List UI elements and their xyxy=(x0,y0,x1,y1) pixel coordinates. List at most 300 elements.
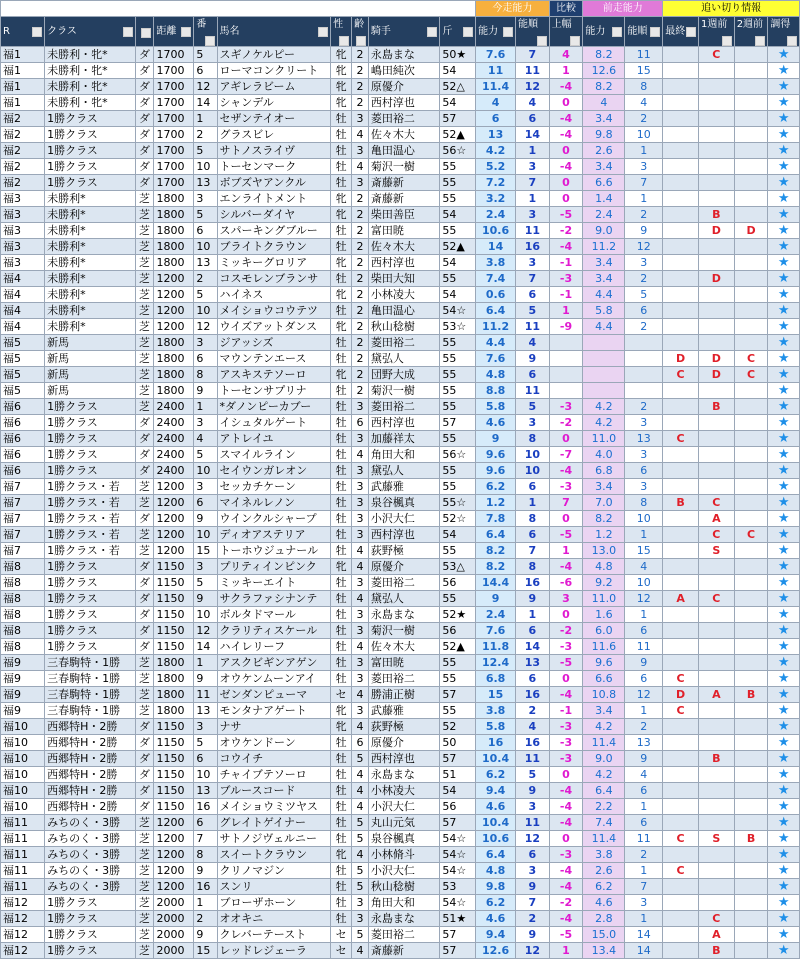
sex-cell[interactable]: 牡 xyxy=(331,879,352,895)
column-header[interactable] xyxy=(1,17,45,47)
class-cell[interactable]: 1勝クラス xyxy=(45,415,135,431)
jockey-cell[interactable]: 菱田裕二 xyxy=(368,399,439,415)
horse-name-cell[interactable]: スンリ xyxy=(217,879,331,895)
prev-rating-cell[interactable]: 3.4 xyxy=(583,111,625,127)
prev-rating-cell[interactable]: 4.2 xyxy=(583,399,625,415)
jockey-cell[interactable]: 亀田温心 xyxy=(368,303,439,319)
class-cell[interactable]: 未勝利・牝* xyxy=(45,79,135,95)
workout-score-cell[interactable]: ★ xyxy=(768,527,800,543)
prev-rating-cell[interactable]: 2.4 xyxy=(583,207,625,223)
distance-cell[interactable]: 1150 xyxy=(154,591,194,607)
age-cell[interactable]: 3 xyxy=(352,143,369,159)
jockey-cell[interactable]: 西村淳也 xyxy=(368,95,439,111)
age-cell[interactable]: 6 xyxy=(352,735,369,751)
prev-rating-cell[interactable]: 2.8 xyxy=(583,911,625,927)
distance-cell[interactable]: 2400 xyxy=(154,399,194,415)
jockey-cell[interactable]: 菱田裕二 xyxy=(368,671,439,687)
surface-cell[interactable]: 芝 xyxy=(135,927,154,943)
workout-2w-cell[interactable] xyxy=(734,383,768,399)
workout-1w-cell[interactable] xyxy=(698,79,734,95)
horse-name-cell[interactable]: クレバーテースト xyxy=(217,927,331,943)
workout-score-cell[interactable]: ★ xyxy=(768,767,800,783)
sex-cell[interactable]: 牝 xyxy=(331,191,352,207)
weight-cell[interactable]: 53△ xyxy=(440,559,476,575)
weight-cell[interactable]: 56 xyxy=(440,575,476,591)
race-cell[interactable]: 福10 xyxy=(1,799,45,815)
rating-cell[interactable]: 3.8 xyxy=(476,255,516,271)
number-cell[interactable]: 6 xyxy=(194,751,217,767)
number-cell[interactable]: 12 xyxy=(194,79,217,95)
weight-cell[interactable]: 54 xyxy=(440,255,476,271)
number-cell[interactable]: 15 xyxy=(194,943,217,959)
final-workout-cell[interactable]: C xyxy=(663,431,699,447)
workout-1w-cell[interactable] xyxy=(698,735,734,751)
surface-cell[interactable]: 芝 xyxy=(135,367,154,383)
filter-dropdown-icon[interactable] xyxy=(181,27,191,37)
horse-name-cell[interactable]: メイショウミツヤス xyxy=(217,799,331,815)
rating-cell[interactable]: 5.8 xyxy=(476,719,516,735)
workout-1w-cell[interactable] xyxy=(698,559,734,575)
jockey-cell[interactable]: 永島まな xyxy=(368,767,439,783)
horse-name-cell[interactable]: モンタナアゲート xyxy=(217,703,331,719)
workout-score-cell[interactable]: ★ xyxy=(768,95,800,111)
class-cell[interactable]: 未勝利* xyxy=(45,287,135,303)
rating-cell[interactable]: 1.2 xyxy=(476,495,516,511)
surface-cell[interactable]: ダ xyxy=(135,623,154,639)
distance-cell[interactable]: 1150 xyxy=(154,719,194,735)
workout-2w-cell[interactable] xyxy=(734,799,768,815)
rating-diff-cell[interactable]: -3 xyxy=(549,271,583,287)
rating-diff-cell[interactable]: -5 xyxy=(549,927,583,943)
age-cell[interactable]: 3 xyxy=(352,479,369,495)
prev-rating-cell[interactable]: 9.0 xyxy=(583,751,625,767)
age-cell[interactable]: 4 xyxy=(352,591,369,607)
workout-score-cell[interactable]: ★ xyxy=(768,207,800,223)
distance-cell[interactable]: 1200 xyxy=(154,287,194,303)
jockey-cell[interactable]: 武藤雅 xyxy=(368,479,439,495)
horse-name-cell[interactable]: コウイチ xyxy=(217,751,331,767)
workout-2w-cell[interactable] xyxy=(734,735,768,751)
age-cell[interactable]: 3 xyxy=(352,655,369,671)
distance-cell[interactable]: 1150 xyxy=(154,735,194,751)
workout-score-cell[interactable]: ★ xyxy=(768,447,800,463)
weight-cell[interactable]: 52★ xyxy=(440,607,476,623)
surface-cell[interactable]: ダ xyxy=(135,575,154,591)
race-cell[interactable]: 福4 xyxy=(1,287,45,303)
final-workout-cell[interactable] xyxy=(663,639,699,655)
weight-cell[interactable]: 52▲ xyxy=(440,239,476,255)
horse-name-cell[interactable]: ウイズアットダンス xyxy=(217,319,331,335)
distance-cell[interactable]: 1800 xyxy=(154,351,194,367)
race-cell[interactable]: 福7 xyxy=(1,543,45,559)
surface-cell[interactable]: 芝 xyxy=(135,287,154,303)
workout-score-cell[interactable]: ★ xyxy=(768,399,800,415)
prev-rating-cell[interactable]: 4.0 xyxy=(583,447,625,463)
surface-cell[interactable]: ダ xyxy=(135,431,154,447)
final-workout-cell[interactable]: B xyxy=(663,495,699,511)
class-cell[interactable]: 1勝クラス xyxy=(45,591,135,607)
race-cell[interactable]: 福9 xyxy=(1,703,45,719)
race-cell[interactable]: 福7 xyxy=(1,511,45,527)
final-workout-cell[interactable] xyxy=(663,655,699,671)
workout-score-cell[interactable]: ★ xyxy=(768,847,800,863)
rating-diff-cell[interactable]: -4 xyxy=(549,687,583,703)
horse-name-cell[interactable]: サトノスライヴ xyxy=(217,143,331,159)
sex-cell[interactable]: 牡 xyxy=(331,543,352,559)
rating-cell[interactable]: 6.4 xyxy=(476,847,516,863)
horse-name-cell[interactable]: オウケンドーン xyxy=(217,735,331,751)
rating-cell[interactable]: 7.8 xyxy=(476,511,516,527)
prev-rating-cell[interactable]: 6.6 xyxy=(583,175,625,191)
rating-cell[interactable]: 12.6 xyxy=(476,943,516,959)
workout-2w-cell[interactable] xyxy=(734,399,768,415)
number-cell[interactable]: 5 xyxy=(194,735,217,751)
number-cell[interactable]: 10 xyxy=(194,303,217,319)
rating-rank-cell[interactable]: 6 xyxy=(516,847,550,863)
jockey-cell[interactable]: 菱田裕二 xyxy=(368,927,439,943)
workout-score-cell[interactable]: ★ xyxy=(768,127,800,143)
workout-score-cell[interactable]: ★ xyxy=(768,575,800,591)
class-cell[interactable]: 新馬 xyxy=(45,383,135,399)
workout-score-cell[interactable]: ★ xyxy=(768,431,800,447)
jockey-cell[interactable]: 小林凌大 xyxy=(368,287,439,303)
number-cell[interactable]: 13 xyxy=(194,783,217,799)
horse-name-cell[interactable]: レッドレジェーラ xyxy=(217,943,331,959)
horse-name-cell[interactable]: ブルースコード xyxy=(217,783,331,799)
workout-score-cell[interactable]: ★ xyxy=(768,927,800,943)
prev-rating-cell[interactable] xyxy=(583,367,625,383)
workout-1w-cell[interactable] xyxy=(698,863,734,879)
weight-cell[interactable]: 51★ xyxy=(440,911,476,927)
workout-2w-cell[interactable] xyxy=(734,911,768,927)
horse-name-cell[interactable]: アスキステソーロ xyxy=(217,367,331,383)
surface-cell[interactable]: ダ xyxy=(135,415,154,431)
rating-cell[interactable]: 7.6 xyxy=(476,623,516,639)
final-workout-cell[interactable] xyxy=(663,95,699,111)
jockey-cell[interactable]: 泉谷楓真 xyxy=(368,495,439,511)
rating-cell[interactable]: 4 xyxy=(476,95,516,111)
final-workout-cell[interactable] xyxy=(663,47,699,63)
workout-2w-cell[interactable] xyxy=(734,495,768,511)
workout-1w-cell[interactable]: A xyxy=(698,687,734,703)
workout-2w-cell[interactable] xyxy=(734,287,768,303)
final-workout-cell[interactable] xyxy=(663,63,699,79)
rating-cell[interactable]: 6.8 xyxy=(476,671,516,687)
weight-cell[interactable]: 50★ xyxy=(440,47,476,63)
workout-2w-cell[interactable] xyxy=(734,111,768,127)
distance-cell[interactable]: 1800 xyxy=(154,655,194,671)
final-workout-cell[interactable] xyxy=(663,239,699,255)
rating-cell[interactable]: 9 xyxy=(476,591,516,607)
workout-2w-cell[interactable] xyxy=(734,335,768,351)
prev-rank-cell[interactable]: 3 xyxy=(625,895,663,911)
column-header[interactable] xyxy=(734,17,768,47)
distance-cell[interactable]: 1200 xyxy=(154,543,194,559)
number-cell[interactable]: 1 xyxy=(194,655,217,671)
rating-cell[interactable]: 8.2 xyxy=(476,543,516,559)
weight-cell[interactable]: 56 xyxy=(440,799,476,815)
prev-rank-cell[interactable]: 7 xyxy=(625,175,663,191)
rating-rank-cell[interactable]: 7 xyxy=(516,543,550,559)
prev-rank-cell[interactable]: 9 xyxy=(625,223,663,239)
weight-cell[interactable]: 56 xyxy=(440,623,476,639)
number-cell[interactable]: 16 xyxy=(194,799,217,815)
rating-diff-cell[interactable]: 0 xyxy=(549,431,583,447)
surface-cell[interactable]: ダ xyxy=(135,751,154,767)
sex-cell[interactable]: 牡 xyxy=(331,607,352,623)
jockey-cell[interactable]: 原優介 xyxy=(368,79,439,95)
rating-cell[interactable]: 9.8 xyxy=(476,879,516,895)
workout-1w-cell[interactable] xyxy=(698,447,734,463)
class-cell[interactable]: 1勝クラス xyxy=(45,895,135,911)
surface-cell[interactable]: ダ xyxy=(135,559,154,575)
workout-score-cell[interactable]: ★ xyxy=(768,719,800,735)
prev-rank-cell[interactable]: 7 xyxy=(625,879,663,895)
class-cell[interactable]: 1勝クラス xyxy=(45,111,135,127)
filter-dropdown-icon[interactable] xyxy=(612,27,622,37)
distance-cell[interactable]: 1800 xyxy=(154,191,194,207)
number-cell[interactable]: 10 xyxy=(194,767,217,783)
race-cell[interactable]: 福10 xyxy=(1,735,45,751)
rating-diff-cell[interactable]: -4 xyxy=(549,127,583,143)
number-cell[interactable]: 3 xyxy=(194,415,217,431)
prev-rating-cell[interactable]: 7.0 xyxy=(583,495,625,511)
number-cell[interactable]: 12 xyxy=(194,319,217,335)
distance-cell[interactable]: 1200 xyxy=(154,863,194,879)
distance-cell[interactable]: 1200 xyxy=(154,847,194,863)
class-cell[interactable]: 未勝利* xyxy=(45,319,135,335)
prev-rating-cell[interactable] xyxy=(583,383,625,399)
surface-cell[interactable]: 芝 xyxy=(135,495,154,511)
distance-cell[interactable]: 1200 xyxy=(154,815,194,831)
rating-rank-cell[interactable]: 9 xyxy=(516,351,550,367)
horse-name-cell[interactable]: ハイネス xyxy=(217,287,331,303)
rating-diff-cell[interactable]: 3 xyxy=(549,591,583,607)
prev-rank-cell[interactable]: 6 xyxy=(625,783,663,799)
surface-cell[interactable]: ダ xyxy=(135,63,154,79)
column-header[interactable] xyxy=(352,17,369,47)
column-header[interactable] xyxy=(516,17,550,47)
rating-rank-cell[interactable]: 4 xyxy=(516,95,550,111)
prev-rank-cell[interactable]: 1 xyxy=(625,191,663,207)
race-cell[interactable]: 福6 xyxy=(1,431,45,447)
prev-rating-cell[interactable]: 11.6 xyxy=(583,639,625,655)
distance-cell[interactable]: 1200 xyxy=(154,479,194,495)
final-workout-cell[interactable] xyxy=(663,719,699,735)
workout-1w-cell[interactable] xyxy=(698,143,734,159)
weight-cell[interactable]: 55 xyxy=(440,191,476,207)
weight-cell[interactable]: 55 xyxy=(440,431,476,447)
rating-diff-cell[interactable]: -1 xyxy=(549,255,583,271)
sex-cell[interactable]: 牝 xyxy=(331,63,352,79)
weight-cell[interactable]: 52☆ xyxy=(440,511,476,527)
jockey-cell[interactable]: 勝浦正樹 xyxy=(368,687,439,703)
prev-rating-cell[interactable]: 3.4 xyxy=(583,255,625,271)
distance-cell[interactable]: 1200 xyxy=(154,303,194,319)
prev-rating-cell[interactable]: 1.6 xyxy=(583,607,625,623)
final-workout-cell[interactable] xyxy=(663,159,699,175)
final-workout-cell[interactable] xyxy=(663,927,699,943)
column-header[interactable] xyxy=(217,17,331,47)
age-cell[interactable]: 2 xyxy=(352,47,369,63)
age-cell[interactable]: 2 xyxy=(352,63,369,79)
race-cell[interactable]: 福11 xyxy=(1,815,45,831)
prev-rating-cell[interactable]: 11.0 xyxy=(583,431,625,447)
jockey-cell[interactable]: 角田大和 xyxy=(368,895,439,911)
prev-rating-cell[interactable]: 5.8 xyxy=(583,303,625,319)
workout-2w-cell[interactable] xyxy=(734,255,768,271)
rating-cell[interactable]: 14 xyxy=(476,239,516,255)
rating-cell[interactable]: 9.6 xyxy=(476,447,516,463)
age-cell[interactable]: 5 xyxy=(352,927,369,943)
rating-rank-cell[interactable]: 7 xyxy=(516,271,550,287)
race-cell[interactable]: 福6 xyxy=(1,415,45,431)
workout-1w-cell[interactable] xyxy=(698,63,734,79)
class-cell[interactable]: 1勝クラス xyxy=(45,943,135,959)
class-cell[interactable]: 1勝クラス xyxy=(45,399,135,415)
filter-dropdown-icon[interactable] xyxy=(205,36,215,46)
prev-rank-cell[interactable]: 14 xyxy=(625,927,663,943)
horse-name-cell[interactable]: ボルタドマール xyxy=(217,607,331,623)
age-cell[interactable]: 3 xyxy=(352,527,369,543)
prev-rating-cell[interactable]: 6.2 xyxy=(583,879,625,895)
workout-2w-cell[interactable] xyxy=(734,591,768,607)
rating-rank-cell[interactable]: 3 xyxy=(516,415,550,431)
weight-cell[interactable]: 55 xyxy=(440,479,476,495)
rating-rank-cell[interactable]: 14 xyxy=(516,127,550,143)
surface-cell[interactable]: 芝 xyxy=(135,847,154,863)
class-cell[interactable]: 1勝クラス・若 xyxy=(45,479,135,495)
filter-dropdown-icon[interactable] xyxy=(141,28,151,38)
workout-2w-cell[interactable] xyxy=(734,623,768,639)
rating-cell[interactable]: 10.4 xyxy=(476,751,516,767)
sex-cell[interactable]: 牡 xyxy=(331,831,352,847)
surface-cell[interactable]: ダ xyxy=(135,735,154,751)
rating-rank-cell[interactable]: 3 xyxy=(516,799,550,815)
horse-name-cell[interactable]: トーセンマーク xyxy=(217,159,331,175)
race-cell[interactable]: 福11 xyxy=(1,879,45,895)
rating-rank-cell[interactable]: 5 xyxy=(516,399,550,415)
sex-cell[interactable]: 牡 xyxy=(331,127,352,143)
prev-rating-cell[interactable]: 13.0 xyxy=(583,543,625,559)
age-cell[interactable]: 2 xyxy=(352,351,369,367)
race-cell[interactable]: 福6 xyxy=(1,399,45,415)
sex-cell[interactable]: 牝 xyxy=(331,287,352,303)
sex-cell[interactable]: 牡 xyxy=(331,575,352,591)
prev-rank-cell[interactable]: 6 xyxy=(625,815,663,831)
filter-dropdown-icon[interactable] xyxy=(570,36,580,46)
number-cell[interactable]: 3 xyxy=(194,335,217,351)
rating-diff-cell[interactable]: -3 xyxy=(549,399,583,415)
number-cell[interactable]: 3 xyxy=(194,719,217,735)
column-header[interactable] xyxy=(45,17,135,47)
jockey-cell[interactable]: 菊沢一樹 xyxy=(368,159,439,175)
jockey-cell[interactable]: 西村淳也 xyxy=(368,415,439,431)
surface-cell[interactable]: ダ xyxy=(135,95,154,111)
prev-rank-cell[interactable]: 10 xyxy=(625,575,663,591)
age-cell[interactable]: 4 xyxy=(352,687,369,703)
final-workout-cell[interactable] xyxy=(663,447,699,463)
prev-rank-cell[interactable]: 3 xyxy=(625,255,663,271)
weight-cell[interactable]: 57 xyxy=(440,111,476,127)
number-cell[interactable]: 15 xyxy=(194,543,217,559)
jockey-cell[interactable]: 永島まな xyxy=(368,47,439,63)
rating-cell[interactable]: 5.2 xyxy=(476,159,516,175)
rating-cell[interactable]: 2.4 xyxy=(476,607,516,623)
filter-dropdown-icon[interactable] xyxy=(339,36,349,46)
workout-score-cell[interactable]: ★ xyxy=(768,511,800,527)
column-header[interactable] xyxy=(440,17,476,47)
age-cell[interactable]: 2 xyxy=(352,367,369,383)
weight-cell[interactable]: 57 xyxy=(440,415,476,431)
rating-diff-cell[interactable]: 0 xyxy=(549,671,583,687)
distance-cell[interactable]: 2400 xyxy=(154,415,194,431)
horse-name-cell[interactable]: イシュタルゲート xyxy=(217,415,331,431)
surface-cell[interactable]: 芝 xyxy=(135,191,154,207)
workout-1w-cell[interactable] xyxy=(698,575,734,591)
prev-rating-cell[interactable]: 11.2 xyxy=(583,239,625,255)
rating-diff-cell[interactable]: -4 xyxy=(549,799,583,815)
workout-2w-cell[interactable]: C xyxy=(734,527,768,543)
jockey-cell[interactable]: 佐々木大 xyxy=(368,639,439,655)
prev-rank-cell[interactable]: 4 xyxy=(625,767,663,783)
race-cell[interactable]: 福4 xyxy=(1,319,45,335)
class-cell[interactable]: 1勝クラス xyxy=(45,463,135,479)
final-workout-cell[interactable] xyxy=(663,911,699,927)
surface-cell[interactable]: 芝 xyxy=(135,703,154,719)
horse-name-cell[interactable]: スイートクラウン xyxy=(217,847,331,863)
distance-cell[interactable]: 1150 xyxy=(154,559,194,575)
horse-name-cell[interactable]: チャイブテソーロ xyxy=(217,767,331,783)
final-workout-cell[interactable] xyxy=(663,79,699,95)
workout-score-cell[interactable]: ★ xyxy=(768,879,800,895)
workout-1w-cell[interactable]: C xyxy=(698,911,734,927)
workout-score-cell[interactable]: ★ xyxy=(768,271,800,287)
workout-2w-cell[interactable] xyxy=(734,127,768,143)
final-workout-cell[interactable] xyxy=(663,943,699,959)
weight-cell[interactable]: 55 xyxy=(440,159,476,175)
column-header[interactable] xyxy=(768,17,800,47)
sex-cell[interactable]: 牡 xyxy=(331,623,352,639)
workout-2w-cell[interactable] xyxy=(734,703,768,719)
surface-cell[interactable]: 芝 xyxy=(135,399,154,415)
workout-1w-cell[interactable] xyxy=(698,255,734,271)
weight-cell[interactable]: 54☆ xyxy=(440,847,476,863)
surface-cell[interactable]: ダ xyxy=(135,159,154,175)
rating-rank-cell[interactable]: 11 xyxy=(516,751,550,767)
workout-2w-cell[interactable] xyxy=(734,719,768,735)
horse-name-cell[interactable]: アトレイユ xyxy=(217,431,331,447)
final-workout-cell[interactable] xyxy=(663,303,699,319)
workout-score-cell[interactable]: ★ xyxy=(768,783,800,799)
distance-cell[interactable]: 1800 xyxy=(154,255,194,271)
age-cell[interactable]: 4 xyxy=(352,543,369,559)
prev-rating-cell[interactable]: 9.2 xyxy=(583,575,625,591)
rating-rank-cell[interactable]: 7 xyxy=(516,895,550,911)
class-cell[interactable]: 未勝利* xyxy=(45,239,135,255)
workout-score-cell[interactable]: ★ xyxy=(768,463,800,479)
prev-rank-cell[interactable] xyxy=(625,335,663,351)
weight-cell[interactable]: 52 xyxy=(440,719,476,735)
sex-cell[interactable]: 牡 xyxy=(331,751,352,767)
class-cell[interactable]: 1勝クラス xyxy=(45,575,135,591)
rating-diff-cell[interactable]: -4 xyxy=(549,863,583,879)
number-cell[interactable]: 14 xyxy=(194,95,217,111)
distance-cell[interactable]: 2400 xyxy=(154,431,194,447)
workout-1w-cell[interactable]: B xyxy=(698,399,734,415)
prev-rank-cell[interactable]: 1 xyxy=(625,703,663,719)
race-cell[interactable]: 福10 xyxy=(1,751,45,767)
